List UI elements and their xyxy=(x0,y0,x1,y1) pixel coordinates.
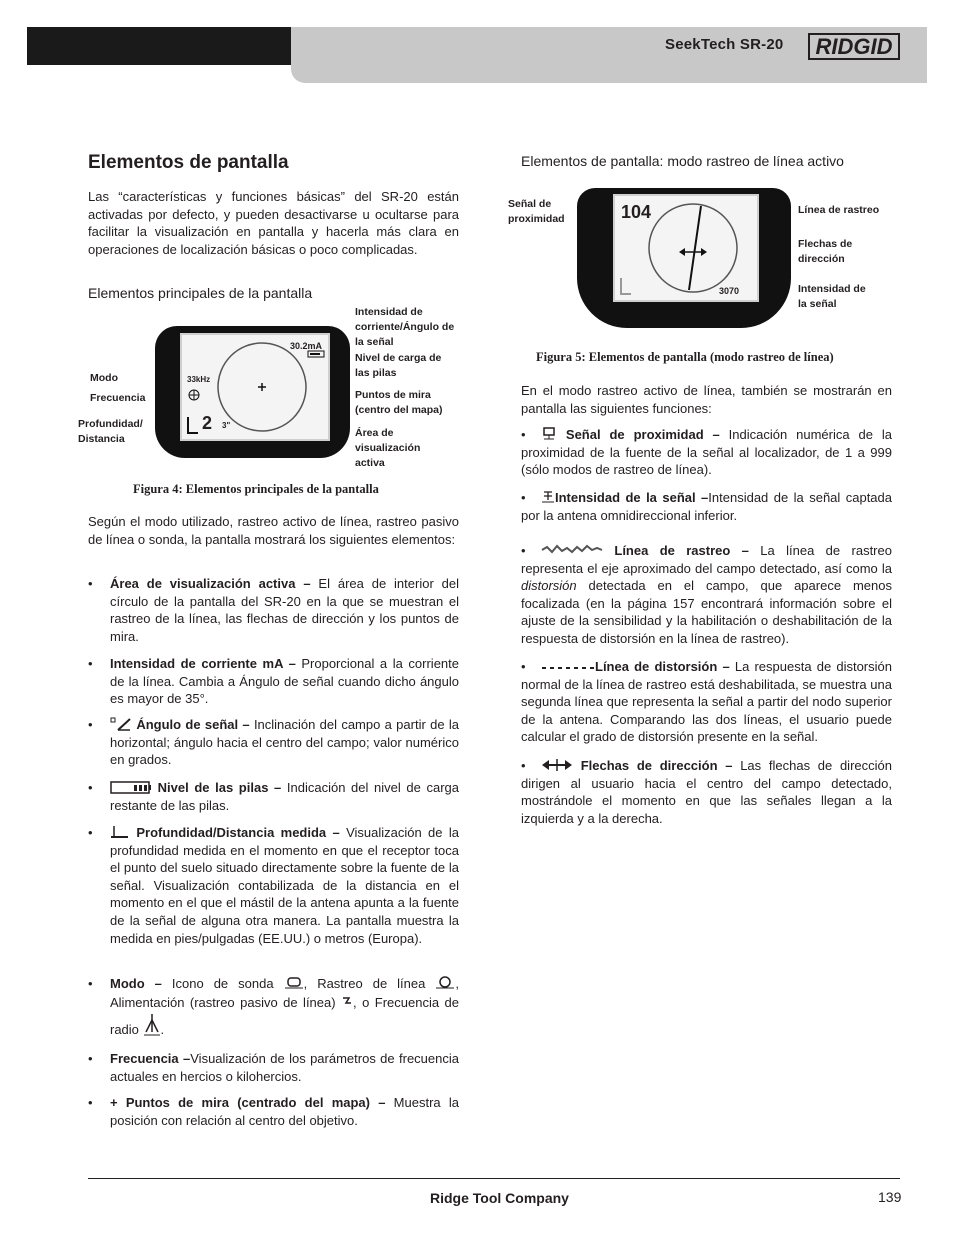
lcd-depth: 2 xyxy=(202,413,213,433)
callout-nivel: Nivel de carga de las pilas xyxy=(355,352,442,379)
page-number: 139 xyxy=(878,1189,902,1205)
trace-line-icon xyxy=(541,543,603,557)
callout-intensidad: Intensidad de corriente/Ángulo de la señal xyxy=(355,306,455,348)
callout-senal-proximidad: Señal de proximidad xyxy=(508,198,565,225)
distortion-line-icon xyxy=(541,659,595,673)
battery-level xyxy=(310,353,320,355)
intro-paragraph: Las “características y funciones básicas” del SR-20 están activadas por defecto, y pueden desactivarse u ocultarse para facilitar la visualización en pantalla y hacerla más clara en operaciones de localización básicas o poco complicadas. xyxy=(88,189,459,257)
bullet-flechas: • Flechas de dirección – Las flechas de dirección dirigen al usuario hacia el centro del campo detectado, mostrándole el momento en que las señales llegan a la izquierda y a la derecha. xyxy=(521,758,892,826)
radio-frequency-icon xyxy=(143,1012,161,1038)
fig4-lcd-screen xyxy=(180,333,330,441)
bullet-proximidad: • Señal de proximidad – Indicación numérica de la proximidad de la fuente de la señal al localizador, de 1 a 999 (sólo modos de rastreo de línea). xyxy=(521,427,892,478)
fig4-caption: Figura 4: Elementos principales de la pantalla xyxy=(133,482,379,496)
battery-level-icon xyxy=(110,780,152,794)
bullet-modo: • Modo – Icono de sonda , Rastreo de línea , Alimentación (rastreo pasivo de línea) , o Frecuencia de radio . xyxy=(88,976,459,1037)
angle-icon xyxy=(110,717,132,731)
bullet-pilas: • Nivel de las pilas – Indicación del nivel de carga restante de las pilas. xyxy=(88,780,459,813)
lcd-current: 30.2mA xyxy=(290,341,323,351)
arrow-right xyxy=(701,248,707,256)
paragraph-modes: Según el modo utilizado, rastreo activo de línea, rastreo pasivo de línea o sonda, la pantalla mostrará los siguientes elementos: xyxy=(88,514,459,547)
footer-company: Ridge Tool Company xyxy=(430,1190,569,1206)
header-model: SeekTech SR-20 xyxy=(665,36,784,53)
lcd-signal-strength: 3070 xyxy=(719,286,740,296)
brand-text: RIDGID xyxy=(815,34,893,59)
fig5-caption: Figura 5: Elementos de pantalla (modo rastreo de línea) xyxy=(536,350,834,364)
bullet-area: • Área de visualización activa – El área de interior del círculo de la pantalla del SR-20 en la que se muestran el rastreo de la línea, las flechas de dirección y los puntos de mira. xyxy=(88,576,459,644)
callout-area: Área de visualización activa xyxy=(355,427,421,469)
fig5-depth-bracket xyxy=(621,278,631,294)
depth-bracket xyxy=(188,417,198,433)
depth-icon xyxy=(110,825,130,839)
lcd-frequency: 33kHz xyxy=(187,375,211,384)
callout-intensidad-senal: Intensidad de la señal xyxy=(798,283,866,310)
line-trace-icon xyxy=(435,976,455,990)
fig5-heading: Elementos de pantalla: modo rastreo de línea activo xyxy=(521,153,844,169)
sonde-icon xyxy=(284,976,304,990)
paragraph-active-mode: En el modo rastreo activo de línea, también se mostrarán en pantalla las siguientes funciones: xyxy=(521,383,892,416)
bullet-angulo: • Ángulo de señal – Inclinación del campo a partir de la horizontal; ángulo hacia el centro del campo; valor numérico en grados. xyxy=(88,717,459,768)
bullet-linea-distorsion: • Línea de distorsión – La respuesta de distorsión normal de la línea de rastreo está deshabilitada, se muestra una segunda línea que representa la señal a partir del nodo superior de la antena. Comparando las dos líneas, el usuario puede calcular el grado de distorsión presente en la señal. xyxy=(521,659,892,745)
direction-arrows-icon xyxy=(541,758,573,772)
bullet-intensidad: • Intensidad de la señal –Intensidad de la señal captada por la antena omnidireccional inferior. xyxy=(521,490,892,523)
bullet-frecuencia: • Frecuencia –Visualización de los parámetros de frecuencia actuales en hercios o kilohercios. xyxy=(88,1051,459,1084)
arrow-left xyxy=(679,248,685,256)
callout-modo: Modo xyxy=(90,372,118,384)
signal-strength-icon xyxy=(541,490,555,504)
bullet-profundidad: • Profundidad/Distancia medida – Visualización de la profundidad medida en el momento en que el receptor toca el punto del suelo situado directamente sobre la fuente de la señal. Visualización contabilizada de la distancia en el momento en el que el mástil de la antena apunta a la fuente de la señal de alguna otra manera. La pantalla muestra la medida en pies/pulgadas (EE.UU.) o metros (Europa). xyxy=(88,825,459,946)
power-icon xyxy=(341,995,353,1009)
ridgid-logo xyxy=(808,33,900,60)
proximity-icon xyxy=(541,427,557,441)
bullet-corriente: • Intensidad de corriente mA – Proporcional a la corriente de la línea. Cambia a Ángulo de señal cuando dicho ángulo es mayor de 35°. xyxy=(88,656,459,707)
frequency-globe-icon xyxy=(189,390,199,400)
fig5-lcd-screen xyxy=(613,194,759,302)
bullet-linea-rastreo: • Línea de rastreo – La línea de rastreo representa el eje aproximado del campo detectado, así como la distorsión detectada en el campo, que aparece menos focalizada (en la página 157 encontrará información sobre el ajuste de la sensibilidad y la habilitación o deshabilitación de la respuesta de distorsión en la línea de rastreo). xyxy=(521,543,892,646)
callout-flechas: Flechas de dirección xyxy=(798,238,853,265)
fig4-heading: Elementos principales de la pantalla xyxy=(88,285,313,301)
trace-line xyxy=(689,206,701,290)
header-bar-dark xyxy=(27,27,291,65)
fig5-active-circle xyxy=(649,204,737,292)
section-title: Elementos de pantalla xyxy=(88,152,289,173)
header-strip xyxy=(291,65,927,83)
callout-frecuencia: Frecuencia xyxy=(90,392,146,404)
callout-profundidad: Profundidad/ Distancia xyxy=(78,418,143,445)
lcd-depth-unit: 3" xyxy=(222,421,231,430)
bullet-puntos: • + Puntos de mira (centrado del mapa) – Muestra la posición con relación al centro del objetivo. xyxy=(88,1095,459,1128)
lcd-proximity: 104 xyxy=(621,202,652,222)
footer-rule xyxy=(88,1178,900,1179)
callout-puntos: Puntos de mira (centro del mapa) xyxy=(355,389,443,416)
callout-linea-rastreo: Línea de rastreo xyxy=(798,204,880,216)
